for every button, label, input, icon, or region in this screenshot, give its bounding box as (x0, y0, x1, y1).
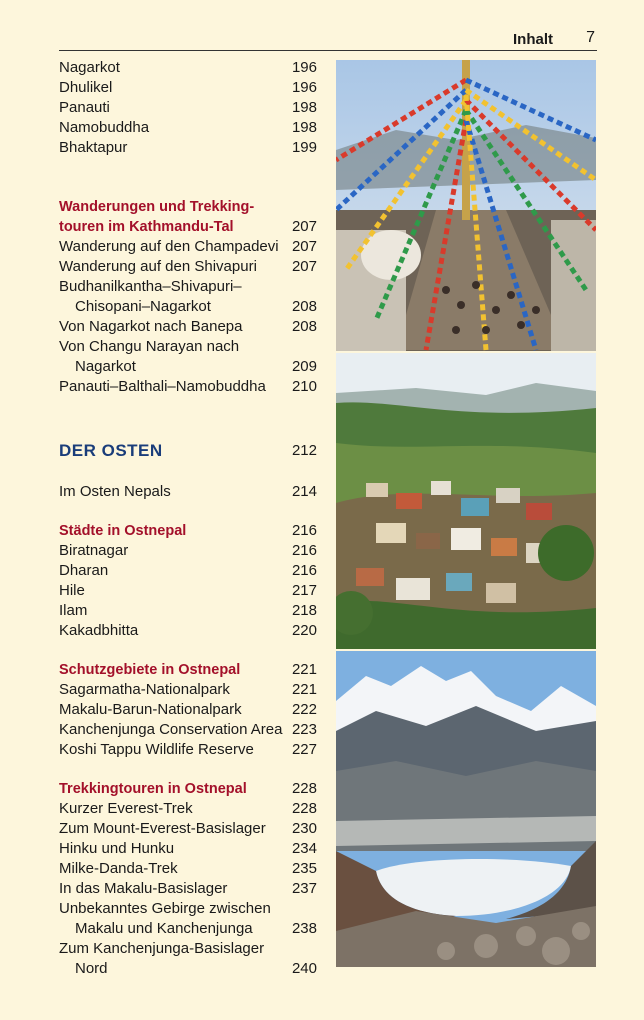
toc-page-number: 234 (291, 840, 317, 857)
toc-entry (59, 879, 319, 899)
toc-entry (59, 720, 319, 740)
toc-page-number: 216 (291, 522, 317, 539)
toc-page-number: 227 (291, 741, 317, 758)
toc-title: In das Makalu-Basislager (59, 880, 228, 897)
toc-category-heading (59, 660, 319, 680)
page-number: 7 (586, 29, 595, 46)
toc-entry (59, 482, 319, 502)
toc-spacer (59, 463, 319, 482)
toc-entry (59, 740, 319, 760)
toc-page-number: 238 (291, 920, 317, 937)
toc-entry (59, 899, 319, 919)
toc-title: Zum Mount-Everest-Basislager (59, 820, 266, 837)
toc-title: Biratnagar (59, 542, 129, 559)
toc-category-heading (59, 779, 319, 799)
toc-entry (59, 561, 319, 581)
toc-page-number: 223 (291, 721, 317, 738)
toc-title: Sagarmatha-Nationalpark (59, 681, 230, 698)
toc-page-number: 199 (291, 139, 317, 156)
hillside-village-photo (336, 353, 596, 649)
toc-page-number: 218 (291, 602, 317, 619)
toc-page-number: 214 (291, 483, 317, 500)
toc-entry (59, 680, 319, 700)
toc-page-number: 237 (291, 880, 317, 897)
toc-page-number: 210 (291, 378, 317, 395)
toc-page-number: 198 (291, 99, 317, 116)
toc-entry (59, 297, 319, 317)
toc-page-number: 209 (291, 358, 317, 375)
toc-title: Namobuddha (59, 119, 150, 136)
toc-page-number: 196 (291, 79, 317, 96)
toc-title: DER OSTEN (59, 441, 163, 460)
toc-title: Nagarkot (59, 59, 120, 76)
toc-entry (59, 138, 319, 158)
toc-spacer (59, 397, 319, 439)
toc-entry (59, 819, 319, 839)
table-of-contents (59, 58, 319, 979)
toc-entry (59, 78, 319, 98)
toc-title: Chisopani–Nagarkot (75, 298, 211, 315)
toc-spacer (59, 641, 319, 660)
toc-title: Wanderungen und Trekking- (59, 199, 255, 215)
toc-title: Milke-Danda-Trek (59, 860, 178, 877)
toc-page-number: 235 (291, 860, 317, 877)
toc-entry (59, 58, 319, 78)
toc-title: Budhanilkantha–Shivapuri– (59, 278, 242, 295)
toc-page-number: 221 (291, 661, 317, 678)
toc-title: Unbekanntes Gebirge zwischen (59, 900, 271, 917)
toc-entry (59, 237, 319, 257)
toc-page-number: 217 (291, 582, 317, 599)
toc-spacer (59, 158, 319, 197)
toc-entry (59, 377, 319, 397)
toc-page-number: 230 (291, 820, 317, 837)
toc-entry (59, 621, 319, 641)
stupa-prayer-flags-photo (336, 60, 596, 351)
toc-page-number: 216 (291, 542, 317, 559)
toc-title: Dharan (59, 562, 109, 579)
toc-title: Dhulikel (59, 79, 113, 96)
toc-page-number: 196 (291, 59, 317, 76)
toc-entry (59, 601, 319, 621)
toc-title: Panauti–Balthali–Namobuddha (59, 378, 266, 395)
toc-entry (59, 357, 319, 377)
toc-title: Bhaktapur (59, 139, 128, 156)
toc-page-number: 220 (291, 622, 317, 639)
toc-entry (59, 337, 319, 357)
toc-title: Wanderung auf den Champadevi (59, 238, 279, 255)
toc-entry (59, 839, 319, 859)
toc-page-number: 207 (291, 238, 317, 255)
toc-category-heading (59, 197, 319, 217)
toc-title: Kakadbhitta (59, 622, 139, 639)
toc-entry (59, 581, 319, 601)
toc-entry (59, 541, 319, 561)
toc-title: Kanchenjunga Conservation Area (59, 721, 283, 738)
toc-entry (59, 859, 319, 879)
toc-entry (59, 959, 319, 979)
toc-page-number: 228 (291, 800, 317, 817)
toc-title: Städte in Ostnepal (59, 523, 187, 539)
toc-page-number: 221 (291, 681, 317, 698)
toc-entry (59, 118, 319, 138)
toc-title: Wanderung auf den Shivapuri (59, 258, 257, 275)
toc-entry (59, 317, 319, 337)
toc-spacer (59, 760, 319, 779)
running-header-section: Inhalt (513, 31, 553, 48)
toc-title: Hinku und Hunku (59, 840, 175, 857)
toc-title: Makalu und Kanchenjunga (75, 920, 253, 937)
toc-entry (59, 98, 319, 118)
toc-title: Zum Kanchenjunga-Basislager (59, 940, 265, 957)
toc-title: Schutzgebiete in Ostnepal (59, 662, 241, 678)
toc-entry (59, 700, 319, 720)
toc-page-number: 240 (291, 960, 317, 977)
toc-spacer (59, 502, 319, 521)
toc-title: Kurzer Everest-Trek (59, 800, 193, 817)
toc-title: Koshi Tappu Wildlife Reserve (59, 741, 254, 758)
toc-page-number: 222 (291, 701, 317, 718)
toc-title: Panauti (59, 99, 110, 116)
toc-category-heading (59, 217, 319, 237)
toc-title: Im Osten Nepals (59, 483, 171, 500)
toc-title: Von Changu Narayan nach (59, 338, 240, 355)
toc-category-heading (59, 521, 319, 541)
toc-chapter-heading (59, 439, 319, 463)
toc-page-number: 228 (291, 780, 317, 797)
toc-title: Nagarkot (75, 358, 136, 375)
toc-title: Hile (59, 582, 85, 599)
running-header (59, 28, 597, 51)
toc-page-number: 212 (291, 442, 317, 459)
toc-entry (59, 799, 319, 819)
toc-entry (59, 939, 319, 959)
toc-entry (59, 277, 319, 297)
toc-title: Makalu-Barun-Nationalpark (59, 701, 242, 718)
toc-page-number: 216 (291, 562, 317, 579)
toc-page-number: 198 (291, 119, 317, 136)
toc-entry (59, 919, 319, 939)
himalaya-glacier-lake-photo (336, 651, 596, 967)
toc-page-number: 208 (291, 318, 317, 335)
toc-title: Nord (75, 960, 108, 977)
toc-page-number: 207 (291, 218, 317, 235)
toc-page-number: 208 (291, 298, 317, 315)
toc-title: Ilam (59, 602, 88, 619)
toc-title: Von Nagarkot nach Banepa (59, 318, 243, 335)
toc-title: Trekkingtouren in Ostnepal (59, 781, 247, 797)
toc-entry (59, 257, 319, 277)
toc-page-number: 207 (291, 258, 317, 275)
toc-title: touren im Kathmandu-Tal (59, 219, 234, 235)
